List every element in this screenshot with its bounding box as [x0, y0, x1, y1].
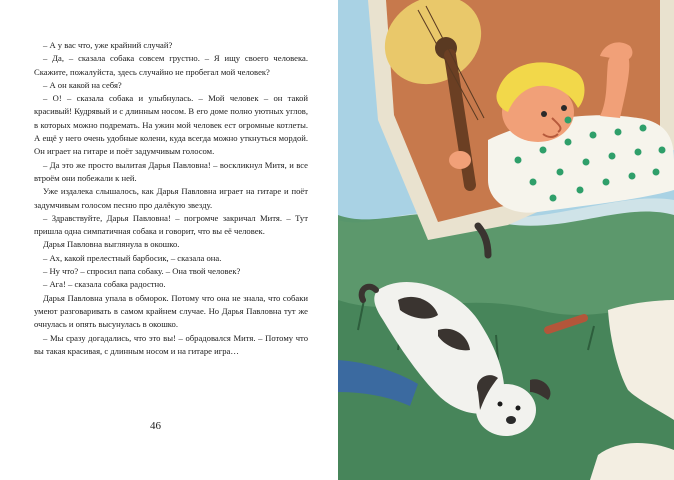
paragraph: – Здравствуйте, Дарья Павловна! – погромче закричал Митя. – Тут пришла одна симпатичная собака и говорит, что вы её человек. — [34, 212, 308, 237]
paragraph: – Да, – сказала собака совсем грустно. – Я ищу своего человека. Скажите, пожалуйста, здесь случайно не пробегал мой человек? — [34, 53, 308, 77]
paragraph: – Ну что? – спросил папа собаку. – Она твой человек? — [43, 266, 241, 277]
paragraph: – Мы сразу догадались, что это вы! – обрадовался Митя. – Потому что вы такая красивая, с длинным носом и на гитаре игра… — [34, 332, 308, 356]
watercolor-illustration — [338, 0, 674, 480]
page-number: 46 — [150, 420, 161, 432]
guitar-hand — [449, 151, 471, 169]
paragraph: – Ага! – сказала собака радостно. — [43, 279, 166, 290]
illustration-page — [338, 0, 674, 480]
paragraph: – Ах, какой прелестный барбосик, – сказала она. — [43, 252, 222, 263]
eye — [541, 111, 547, 117]
paragraph: Дарья Павловна упала в обморок. Потому что она не знала, что собаки умеют разговаривать в самом крайнем случае. Но Дарья Павловна тут же очнулась и опять высунулась в окошко. — [34, 292, 308, 330]
paragraph: Дарья Павловна выглянула в окошко. — [43, 239, 180, 250]
earring — [565, 117, 572, 124]
eye — [561, 105, 567, 111]
paragraph: – О! – сказала собака и улыбнулась. – Мой человек – он такой красивый! Кудрявый и с длинным носом. В его доме полно уютных углов, в которых можно подремать. На ужин мой человек ест огромные котлеты. А ещё у него очень удобные колени, куда всегда можно уткнуться мордой. Он играет на гитаре и поёт задумчивым голосом. — [34, 93, 308, 157]
paragraph: Уже издалека слышалось, как Дарья Павловна играет на гитаре и поёт задумчивым голосом песню про далёкую звезду. — [34, 186, 308, 210]
story-text — [34, 39, 308, 358]
paragraph: – А у вас что, уже крайний случай? — [43, 40, 173, 50]
paragraph: – Да это же просто вылитая Дарья Павловна! – воскликнул Митя, и все втроём они побежали к ней. — [34, 159, 308, 183]
paragraph: – А он какой на себя? — [43, 79, 122, 90]
